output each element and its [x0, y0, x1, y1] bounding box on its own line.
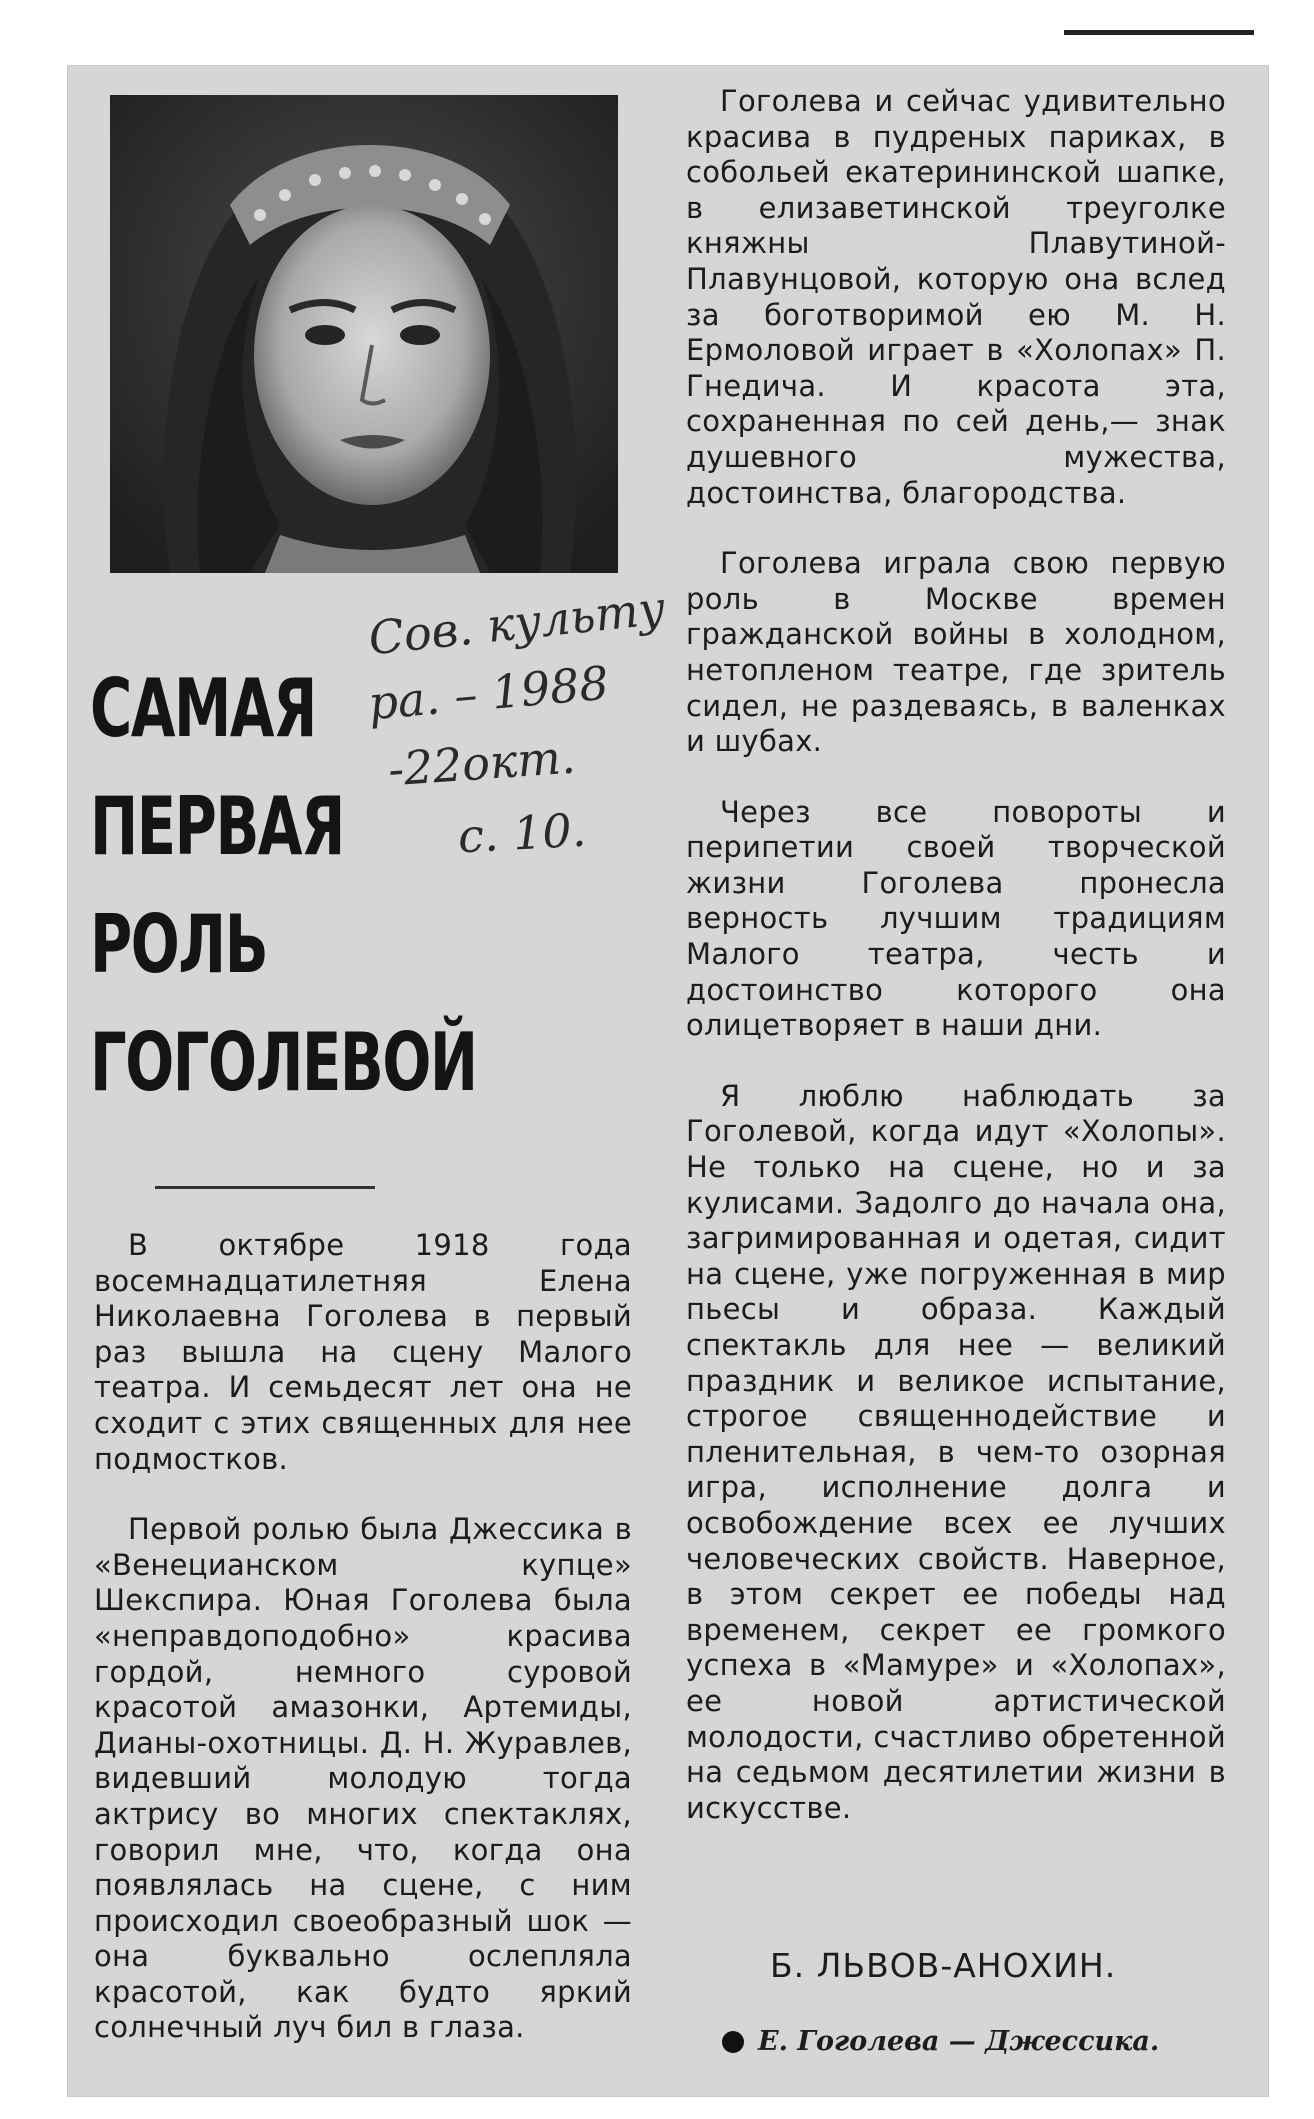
headline-line: ГОГОЛЕВОЙ	[90, 1016, 477, 1109]
article-paragraph: Я люблю наблюдать за Гоголевой, когда идут «Холопы». Не только на сцене, но и за кулисами. Задолго до начала она, загримированная и одетая, сидит на сцене, уже погруженная в мир пьесы и образа. Каждый спектакль для нее — великий праздник и великое испытание, строгое священнодействие и пленительная, в чем-то озорная игра, исполнение долга и освобождение всех ее лучших человеческих свойств. Наверное, в этом секрет ее победы над временем, секрет ее громкого успеха в «Мамуре» и «Холопах», ее новой артистической молодости, счастливо обретенной на седьмом десятилетии жизни в искусстве.	[686, 1078, 1226, 1825]
handwritten-line: ра. – 1988	[366, 655, 611, 731]
bullet-icon	[722, 2031, 744, 2053]
handwritten-line: -22окт.	[386, 729, 578, 797]
article-left-column	[94, 1228, 632, 2081]
photo-caption	[722, 2026, 1159, 2057]
article-paragraph: Первой ролью была Джессика в «Венецианском купце» Шекспира. Юная Гоголева была «неправдоподобно» красива гордой, немного суровой красотой амазонки, Артемиды, Дианы-охотницы. Д. Н. Журавлев, видевший молодую тогда актрису во многих спектаклях, говорил мне, что, когда она появлялась на сцене, с ним происходил своеобразный шок — она буквально ослепляла красотой, как будто яркий солнечный луч бил в глаза.	[94, 1512, 632, 2045]
article-paragraph: Гоголева играла свою первую роль в Москве времен гражданской войны в холодном, нетопленом театре, где зритель сидел, не раздеваясь, в валенках и шубах.	[686, 546, 1226, 759]
headline-line: ПЕРВАЯ	[90, 780, 344, 873]
handwritten-line: с. 10.	[456, 802, 588, 864]
headline-underline	[155, 1186, 375, 1189]
portrait-illustration	[110, 95, 618, 573]
portrait-photo	[110, 95, 618, 573]
handwritten-line: Сов. культу	[365, 580, 668, 666]
photo-caption-text: Е. Гоголева — Джессика.	[758, 2026, 1160, 2057]
article-paragraph: Через все повороты и перипетии своей творческой жизни Гоголева пронесла верность лучшим традициям Малого театра, честь и достоинство которого она олицетворяет в наши дни.	[686, 794, 1226, 1043]
headline-line: САМАЯ	[90, 662, 316, 755]
article-paragraph: Гоголева и сейчас удивительно красива в пудреных париках, в собольей екатерининской шапке, в елизаветинской треуголке княжны Плавутиной-Плавунцовой, которую она вслед за боготворимой ею М. Н. Ермоловой играет в «Холопах» П. Гнедича. И красота эта, сохраненная по сей день,— знак душевного мужества, достоинства, благородства.	[686, 84, 1226, 510]
handwritten-annotation	[365, 580, 688, 886]
article-right-column	[686, 84, 1226, 1861]
author-signature: Б. ЛЬВОВ-АНОХИН.	[770, 1946, 1117, 1985]
article-paragraph: В октябре 1918 года восемнадцатилетняя Елена Николаевна Гоголева в первый раз вышла на сцену Малого театра. И семьдесят лет она не сходит с этих священных для нее подмостков.	[94, 1228, 632, 1476]
headline-line: РОЛЬ	[90, 898, 268, 991]
top-edge-rule	[1064, 30, 1254, 35]
